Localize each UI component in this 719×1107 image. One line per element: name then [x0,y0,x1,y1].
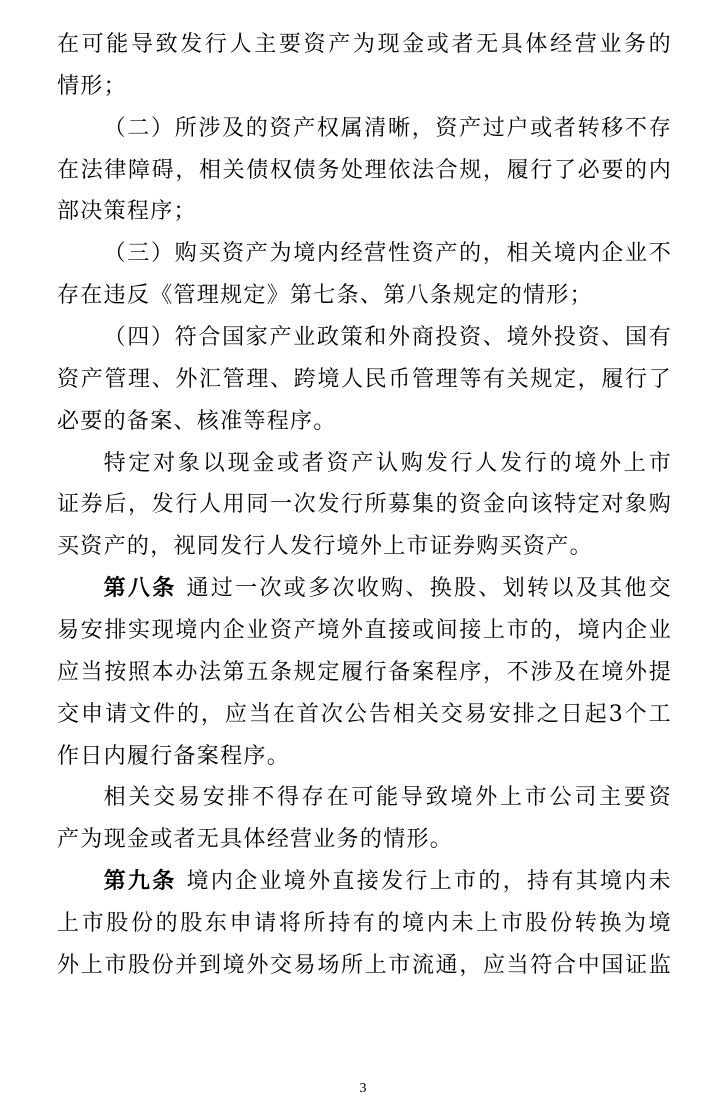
text-line-content: 通过一次或多次收购、换股、划转以及其他交 [186,576,672,602]
article-label: 第八条 [103,575,177,602]
text-line [57,861,672,903]
text-line: 产为现金或者无具体经营业务的情形。 [57,827,454,853]
text-line: 存在违反《管理规定》第七条、第八条规定的情形； [57,283,593,309]
article-label: 第九条 [103,868,177,895]
text-line: 资产管理、外汇管理、跨境人民币管理等有关规定，履行了 [57,366,672,392]
text-line: 买资产的，视同发行人发行境外上市证券购买资产。 [57,534,593,560]
article-8-paragraph [57,568,672,777]
text-line: 上市股份的股东申请将所持有的境内未上市股份转换为境 [57,911,672,937]
text-line: 情形； [57,73,127,99]
text-line: 交申请文件的，应当在首次公告相关交易安排之日起3个工 [57,701,672,727]
paragraph [57,443,672,569]
page-number: 3 [359,1081,367,1096]
document-body [57,24,672,987]
text-line: 在可能导致发行人主要资产为现金或者无具体经营业务的 [57,32,672,57]
text-line: 易安排实现境内企业资产境外直接或间接上市的，境内企业 [57,618,672,644]
paragraph [57,777,672,861]
text-line: 外上市股份并到境外交易场所上市流通，应当符合中国证监 [57,952,672,978]
text-line: （二）所涉及的资产权属清晰，资产过户或者转移不存 [103,115,672,141]
text-line: 相关交易安排不得存在可能导致境外上市公司主要资 [103,785,672,811]
text-line: （三）购买资产为境内经营性资产的，相关境内企业不 [103,241,672,267]
article-9-paragraph [57,861,672,987]
paragraph [57,233,672,317]
text-line: 应当按照本办法第五条规定履行备案程序，不涉及在境外提 [57,659,672,685]
paragraph [57,108,672,234]
text-line [57,568,672,610]
text-line-content: 境内企业境外直接发行上市的，持有其境内未 [186,869,672,895]
text-line: 特定对象以现金或者资产认购发行人发行的境外上市 [103,450,672,476]
text-line: 部决策程序； [57,199,197,225]
text-line: 必要的备案、核准等程序。 [57,408,337,434]
text-line: （四）符合国家产业政策和外商投资、境外投资、国有 [103,325,672,351]
paragraph [57,24,672,108]
text-line: 在法律障碍，相关债权债务处理依法合规，履行了必要的内 [57,157,672,183]
text-line: 证券后，发行人用同一次发行所募集的资金向该特定对象购 [57,492,672,518]
text-line: 作日内履行备案程序。 [57,743,291,769]
paragraph [57,317,672,443]
